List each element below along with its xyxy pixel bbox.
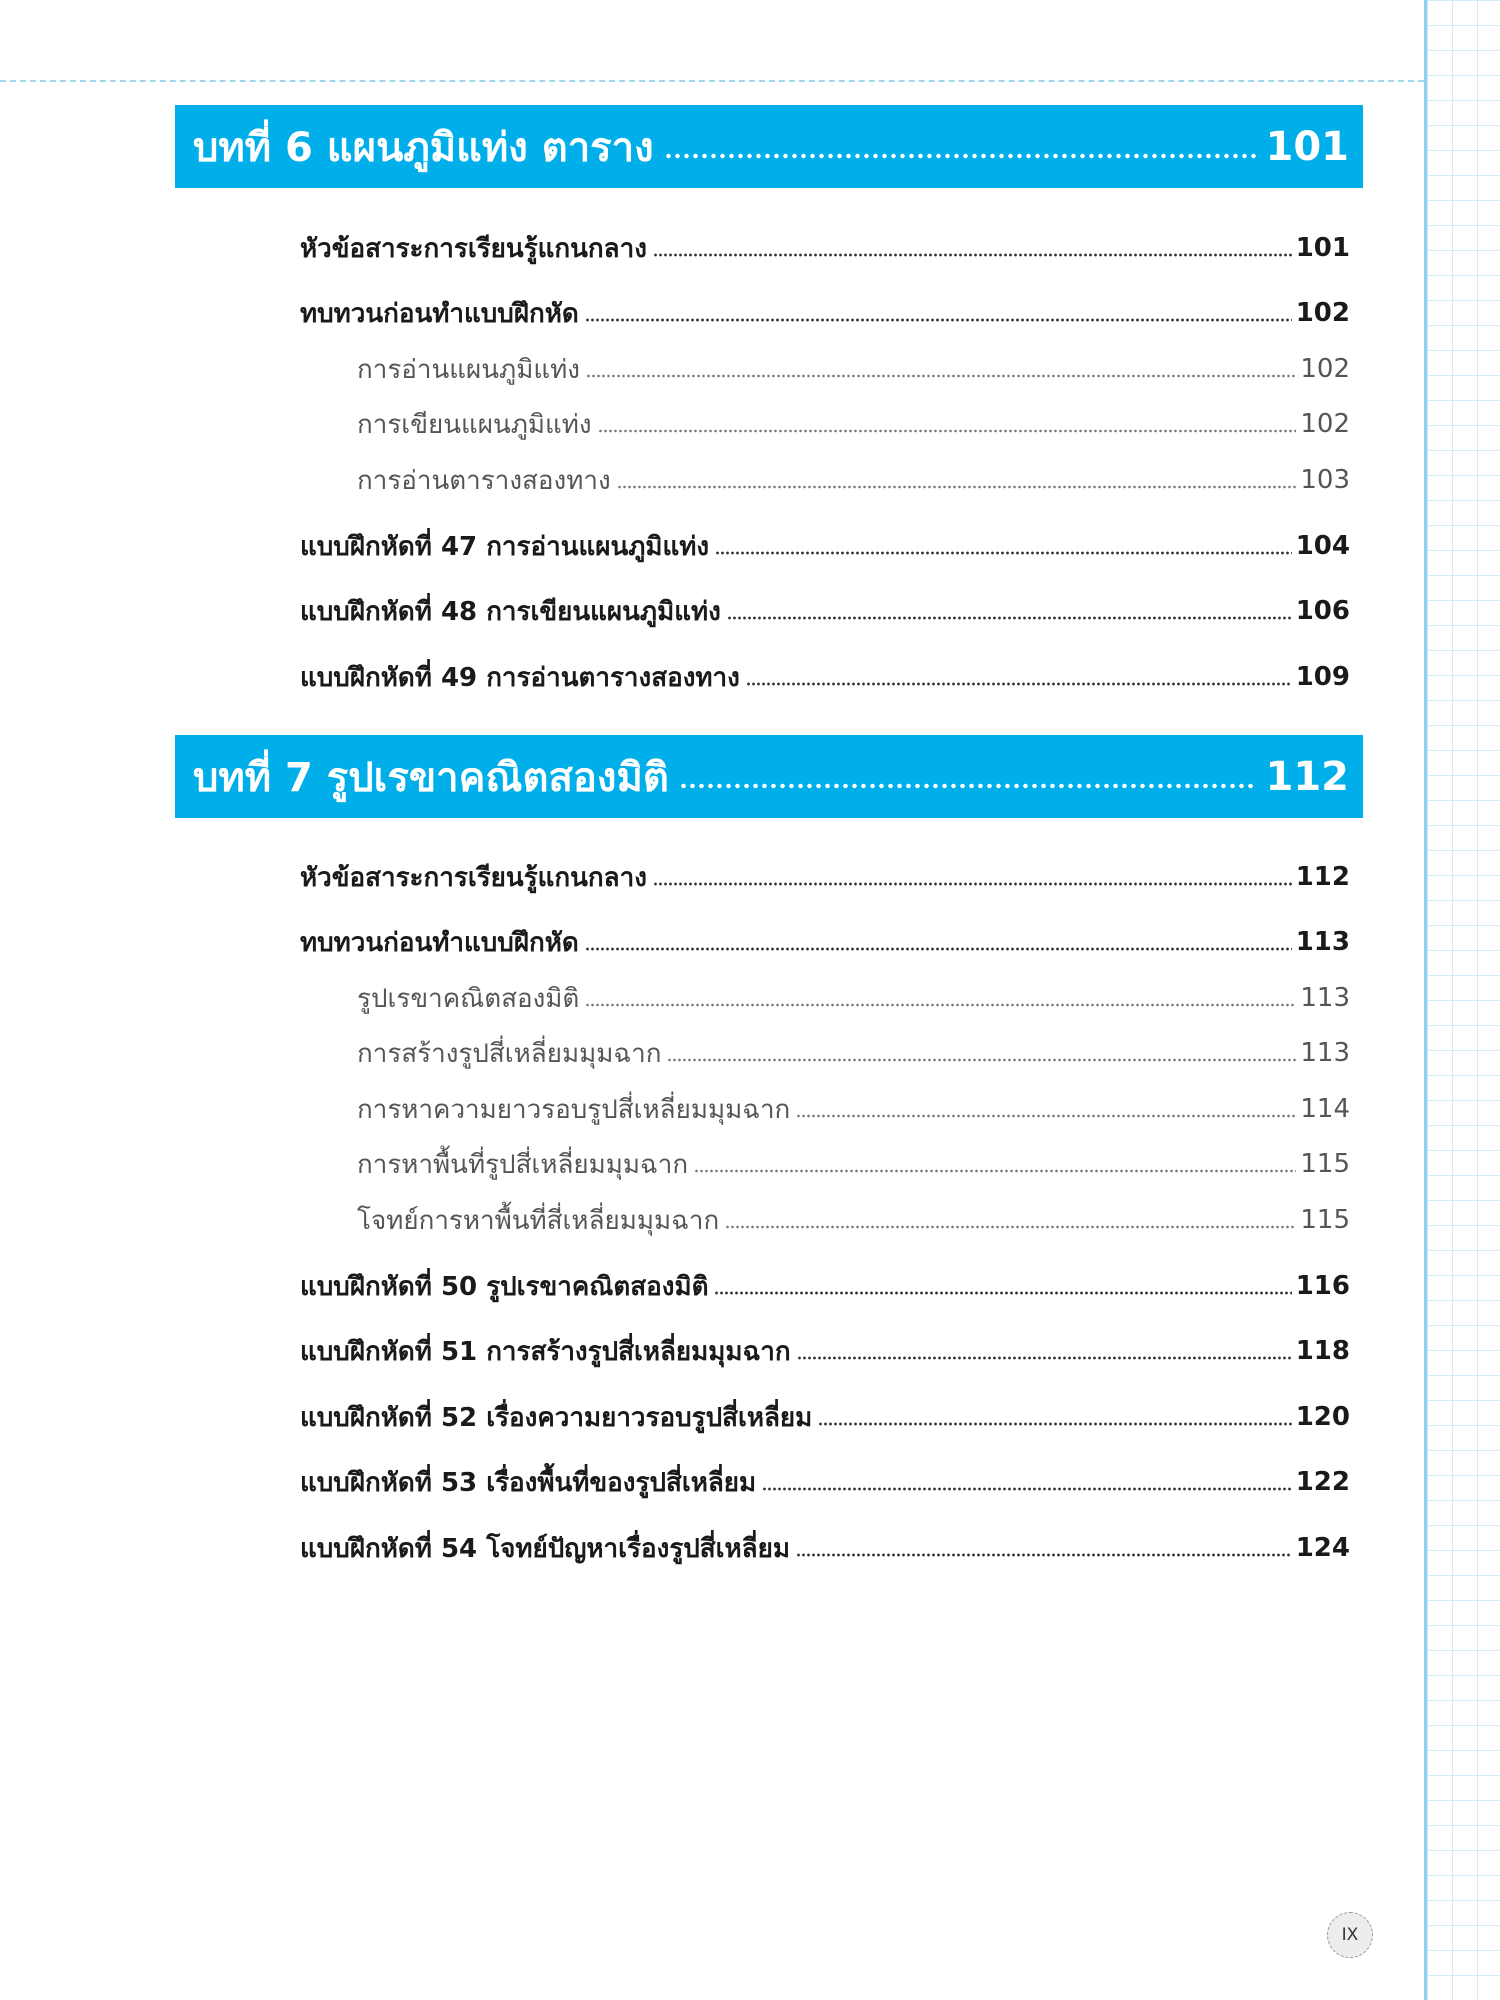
toc-entry-page: 102 bbox=[1300, 409, 1350, 439]
toc-entry-title: ทบทวนก่อนทำแบบฝึกหัด bbox=[300, 927, 579, 958]
toc-entry-page: 116 bbox=[1295, 1271, 1350, 1301]
dot-leader bbox=[617, 485, 1297, 489]
toc-entry-page: 101 bbox=[1295, 233, 1350, 263]
toc-entry-page: 104 bbox=[1295, 531, 1350, 561]
toc-entry-page: 113 bbox=[1300, 983, 1350, 1013]
toc-entry-page: 115 bbox=[1300, 1205, 1350, 1235]
chapter-title: บทที่ 7 รูปเรขาคณิตสองมิติ bbox=[193, 754, 669, 801]
toc-entry-page: 122 bbox=[1295, 1467, 1350, 1497]
chapter-7-heading[interactable] bbox=[175, 735, 1363, 818]
toc-subentry[interactable] bbox=[357, 1144, 1350, 1184]
toc-entry-title: การอ่านแผนภูมิแท่ง bbox=[357, 354, 580, 385]
toc-entry[interactable] bbox=[300, 591, 1350, 631]
toc-entry-page: 102 bbox=[1300, 354, 1350, 384]
toc-subentry[interactable] bbox=[357, 1200, 1350, 1240]
dot-leader bbox=[586, 374, 1296, 378]
toc-entry-page: 102 bbox=[1295, 298, 1350, 328]
toc-entry-title: การเขียนแผนภูมิแท่ง bbox=[357, 409, 592, 440]
toc-entry[interactable] bbox=[300, 922, 1350, 962]
dot-leader bbox=[818, 1422, 1291, 1426]
toc-entry[interactable] bbox=[300, 1462, 1350, 1502]
toc-entry-page: 103 bbox=[1300, 465, 1350, 495]
toc-entry-title: แบบฝึกหัดที่ 54 โจทย์ปัญหาเรื่องรูปสี่เหลี่ยม bbox=[300, 1533, 790, 1564]
dot-leader bbox=[715, 551, 1292, 555]
chapter-page: 112 bbox=[1265, 753, 1349, 800]
toc-entry-page: 118 bbox=[1295, 1336, 1350, 1366]
toc-entry-title: การอ่านตารางสองทาง bbox=[357, 465, 611, 496]
toc-subentry[interactable] bbox=[357, 404, 1350, 444]
toc-entry-title: โจทย์การหาพื้นที่สี่เหลี่ยมมุมฉาก bbox=[357, 1205, 720, 1236]
chapter-page: 101 bbox=[1265, 123, 1349, 170]
dot-leader bbox=[667, 1058, 1296, 1062]
toc-entry-title: แบบฝึกหัดที่ 49 การอ่านตารางสองทาง bbox=[300, 662, 740, 693]
page-number-badge: IX bbox=[1327, 1912, 1373, 1958]
toc-subentry[interactable] bbox=[357, 1033, 1350, 1073]
toc-entry-title: แบบฝึกหัดที่ 53 เรื่องพื้นที่ของรูปสี่เหลี่ยม bbox=[300, 1467, 757, 1498]
chapter-6-heading[interactable] bbox=[175, 105, 1363, 188]
dot-leader bbox=[797, 1356, 1292, 1360]
toc-entry[interactable] bbox=[300, 1528, 1350, 1568]
toc-entry-page: 112 bbox=[1295, 862, 1350, 892]
toc-entry-title: หัวข้อสาระการเรียนรู้แกนกลาง bbox=[300, 862, 647, 893]
toc-entry[interactable] bbox=[300, 1397, 1350, 1437]
dot-leader bbox=[653, 253, 1292, 257]
toc-entry-title: แบบฝึกหัดที่ 52 เรื่องความยาวรอบรูปสี่เหลี่ยม bbox=[300, 1402, 813, 1433]
toc-subentry[interactable] bbox=[357, 1089, 1350, 1129]
dot-leader bbox=[796, 1114, 1296, 1118]
toc-entry-title: รูปเรขาคณิตสองมิติ bbox=[357, 983, 580, 1014]
toc-entry-title: หัวข้อสาระการเรียนรู้แกนกลาง bbox=[300, 233, 647, 264]
toc-entry-title: การสร้างรูปสี่เหลี่ยมมุมฉาก bbox=[357, 1038, 662, 1069]
toc-entry[interactable] bbox=[300, 526, 1350, 566]
toc-entry[interactable] bbox=[300, 1331, 1350, 1371]
toc-entry-page: 115 bbox=[1300, 1149, 1350, 1179]
dot-leader bbox=[679, 783, 1256, 789]
dot-leader bbox=[664, 153, 1256, 159]
toc-subentry[interactable] bbox=[357, 978, 1350, 1018]
top-dashed-rule bbox=[0, 80, 1424, 82]
toc-entry[interactable] bbox=[300, 857, 1350, 897]
toc-subentry[interactable] bbox=[357, 349, 1350, 389]
toc-entry-title: ทบทวนก่อนทำแบบฝึกหัด bbox=[300, 298, 579, 329]
dot-leader bbox=[714, 1291, 1291, 1295]
dot-leader bbox=[653, 882, 1292, 886]
dot-leader bbox=[725, 1225, 1296, 1229]
dot-leader bbox=[746, 682, 1292, 686]
toc-entry-title: แบบฝึกหัดที่ 50 รูปเรขาคณิตสองมิติ bbox=[300, 1271, 709, 1302]
toc-entry-title: แบบฝึกหัดที่ 51 การสร้างรูปสี่เหลี่ยมมุมฉาก bbox=[300, 1336, 791, 1367]
dot-leader bbox=[694, 1169, 1296, 1173]
toc-entry[interactable] bbox=[300, 657, 1350, 697]
dot-leader bbox=[585, 947, 1292, 951]
toc-entry[interactable] bbox=[300, 228, 1350, 268]
toc-entry-page: 106 bbox=[1295, 596, 1350, 626]
toc-subentry[interactable] bbox=[357, 460, 1350, 500]
toc-entry-title: การหาพื้นที่รูปสี่เหลี่ยมมุมฉาก bbox=[357, 1149, 689, 1180]
toc-entry-title: แบบฝึกหัดที่ 48 การเขียนแผนภูมิแท่ง bbox=[300, 596, 721, 627]
grid-margin-decoration bbox=[1424, 0, 1500, 2000]
dot-leader bbox=[762, 1487, 1292, 1491]
dot-leader bbox=[727, 616, 1292, 620]
dot-leader bbox=[796, 1553, 1292, 1557]
toc-entry-page: 124 bbox=[1295, 1533, 1350, 1563]
dot-leader bbox=[585, 1003, 1296, 1007]
toc-entry-page: 114 bbox=[1300, 1094, 1350, 1124]
chapter-title: บทที่ 6 แผนภูมิแท่ง ตาราง bbox=[193, 124, 654, 171]
toc-entry-page: 113 bbox=[1295, 927, 1350, 957]
toc-entry-page: 109 bbox=[1295, 662, 1350, 692]
toc-entry-title: แบบฝึกหัดที่ 47 การอ่านแผนภูมิแท่ง bbox=[300, 531, 710, 562]
toc-entry-page: 113 bbox=[1300, 1038, 1350, 1068]
toc-entry[interactable] bbox=[300, 293, 1350, 333]
toc-entry-page: 120 bbox=[1295, 1402, 1350, 1432]
dot-leader bbox=[585, 318, 1292, 322]
dot-leader bbox=[598, 429, 1297, 433]
toc-entry-title: การหาความยาวรอบรูปสี่เหลี่ยมมุมฉาก bbox=[357, 1094, 791, 1125]
toc-entry[interactable] bbox=[300, 1266, 1350, 1306]
